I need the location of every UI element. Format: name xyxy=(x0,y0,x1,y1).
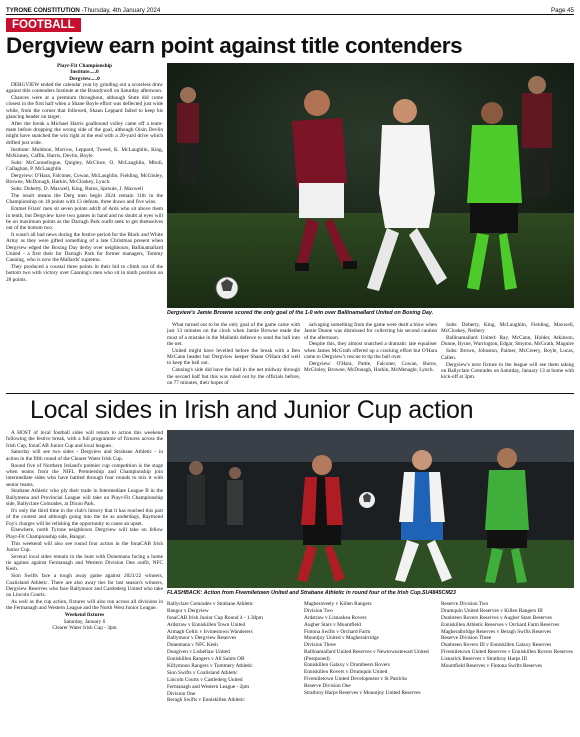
paragraph: Enniskillen Athletic Reserves v Orchard Farm Reserves xyxy=(441,621,560,628)
paragraph: Fivemiletown United Development v St Patricks xyxy=(304,676,408,683)
paragraph: Sion Swifts v Coalisland Athletic xyxy=(167,669,238,676)
paragraph: Bangor v Dergview xyxy=(167,607,209,614)
paragraph: Strathroy Harps Reserves v Mountjoy United Reserves xyxy=(304,689,421,696)
paragraph: What turned out to be the only goal of the game came with just 13 minutes on the clock when Jamie Browne made the most of a mistake in the Mallards defence to send the ball into the net. xyxy=(167,322,300,347)
paragraph: Division Three xyxy=(304,642,336,649)
paragraph: Lisnarick Reserves v Strathroy Harps III xyxy=(441,656,528,663)
story1-photo xyxy=(167,63,574,308)
paragraph: The result means the Derg men begin 2024 remain 11th in the Championship on 18 points with 13 defeats, three draws and five wins. xyxy=(6,193,163,206)
paragraph: Ballinamallard United: Ray, McCann, Holder, Atkinson, Dunne, Byrne, Warrington, Edgar, Smyton, McGrath, Maguire xyxy=(441,335,574,348)
paragraph: Killymoon Rangers v Tummery Athletic xyxy=(167,663,253,670)
story1-column-3 xyxy=(304,322,437,391)
story1-column-2 xyxy=(167,322,300,391)
paragraph: Fivemiletown United Reserves v Enniskillen Rovers Reserves xyxy=(441,649,573,656)
paragraph: Reserve Division Two xyxy=(441,601,489,607)
masthead xyxy=(6,3,574,15)
story1-column-1 xyxy=(6,63,163,391)
paragraph: Division Two xyxy=(304,607,333,614)
paragraph: It's only the third time in the club's history that it has reached this part of the contest and although going into the tie as underdogs, Raymond Foy's charges will be relishing the opportunity to cause an upset. xyxy=(6,507,163,527)
paragraph: Mountjoy United v Magheralrridge xyxy=(304,635,379,642)
paragraph: Fintona Swifts v Orchard Farm xyxy=(304,628,371,635)
paragraph: After the break a Michael Harris goalbound volley came off a team-mate before dropping the wrong side of the goal, although Oisin Devlin might have snatched the win right at the end with a 20-yard drive which drifted just wide. xyxy=(6,120,163,146)
paragraph: Ardstraw v Lisnaskea Rovers xyxy=(304,614,367,621)
weekend-date: Saturday, January 6 xyxy=(63,618,106,625)
paragraph: Reserve Division One xyxy=(304,683,351,690)
paragraph: Dergview: O'Hara, Pattie, Falconer, Cowan, Burns, McGinley, Browne, McDonagh, Harkin, McMenagle, Lynch. xyxy=(304,360,437,374)
football-action-photo xyxy=(167,63,574,308)
paragraph: Chances were at a premium throughout, although Stute did come closest in the first half when a Shane Boyle effort was deflected just wide while, from the corner that followed, Shaun Leppard failed to keep his glancing header on target. xyxy=(6,95,163,120)
paragraph: Dunbreen Rovers Reserves v Augher Stars Reserves xyxy=(441,614,552,621)
story1-column-4 xyxy=(441,322,574,391)
irish-cup-action-photo xyxy=(167,430,574,588)
paragraph: Subs: Doherty, D. Maxwell, King, Burns, Sproule, J. Maxwell xyxy=(11,186,143,193)
paragraph: Despite this, they almost snatched a dramatic late equaliser when James McGrath offered up a cracking effort but O'Hara came to Dergview's rescue to tip the ball over. xyxy=(304,341,437,361)
paragraph: Emmet Friars' men sit seven points adrift of Ards who sit above them in tenth, but Dergview have two games in hand and no doubt al eyes will be on maximum points as the Darragh Park outfit seek to get themselves out of the bottom two. xyxy=(6,206,163,232)
section-tag: FOOTBALL xyxy=(6,18,81,32)
story2-photo xyxy=(167,430,574,588)
paragraph: Enniskillen Galaxy v Drumbeers Rovers xyxy=(304,662,390,669)
paragraph: Sion Swifts face a tough away game against 2021/22 winners, Coalisland Athletic. There are also away ties for last season's winners, Dergview Reserves who face Ballymoor and Castlederg United who take on Lincoln Courts. xyxy=(6,573,163,599)
paragraph: United might have levelled before the break with a Ben McCann header but Dergview keeper Shane O'Hara did well to keep the ball out. xyxy=(167,347,300,367)
paragraph: fonaCAB Irish Junior Cup Round 4 - 1.30pm xyxy=(167,614,263,621)
paragraph: Magheraveely v Killen Rangers xyxy=(304,601,372,607)
story1-headline: Dergview earn point against title contenders xyxy=(6,33,463,58)
paragraph: Dergview: O'Hara, Falconer, Cowan, McLaughlin, Fielding, McGinley, Browne, McDonagh, Harkin, McCloskey, Lynch. xyxy=(6,173,163,186)
fixtures-column-3 xyxy=(441,601,574,733)
paragraph: Drumquin United Reserves v Killen Rangers III xyxy=(441,607,543,614)
page-number: Page 45 xyxy=(550,7,574,14)
fixtures-column-2 xyxy=(304,601,437,733)
paragraph: Strabane Athletic who ply their trade in Intermediate League B in the Ballymena and Provincial League will take on Playr-Fit Championship side, Ballyclare Comrades, at Dixon Park. xyxy=(6,488,163,508)
paragraph: Beragh Swifts v Enniskillen Athletic xyxy=(167,697,245,704)
paragraph: salvaging something from the game were dealt a blow when Jamie Dunne was dismissed for collecting his second caution of the afternoon. xyxy=(304,322,437,341)
paragraph: Ballymoor v Dergview Reserves xyxy=(167,635,237,642)
weekend-competition: Clearer Water Irish Cup - 3pm xyxy=(52,624,117,631)
paragraph: Subs: Doherty, King, McLaughlin, Fielding, Maxwell, McCloskey, Nethery xyxy=(441,322,574,335)
weekend-fixtures-title: Weekend fixtures xyxy=(64,612,105,619)
paragraph: Ardstraw v Enniskillen Town United xyxy=(167,621,246,628)
paragraph: Subs: McConnellogue, Quigley, McClure, O. McLaughlin, Mbuli, Callaghan, P. McLaughlin xyxy=(6,159,163,173)
paragraph: Canning's side did have the ball in the net midway through the second half but this was ruled out by the officials before, on 77 minutes, their hopes of xyxy=(167,367,300,386)
story1-caption: Dergview's Jamie Browne scored the only goal of the 1-0 win over Ballinamallard United on Boxing Day. xyxy=(167,310,434,316)
paragraph: As well as the cup action, fixtures will also run across all divisions in the Fermanagh and Western League and the North West Junior League. xyxy=(6,599,163,612)
paragraph: Institute: Muldoon, Morrow, Leppard, Tweed, K. McLaughlin, King, McKinney, Caffin, Harris, Devlin, Boyle. xyxy=(6,146,163,159)
story2-caption: FLASHBACK: Action from Fivemiletown United and Strabane Athletic in round four of the Irish Cup.SU4845CM23 xyxy=(167,590,456,596)
paragraph: Enniskillen Rangers v All Saints OB xyxy=(167,656,245,663)
paragraph: DERGVIEW ended the calendar year by grinding out a scoreless draw against title contenders Institute at the Brandywell on Saturday afternoon. xyxy=(6,81,163,95)
paragraph: A HOST of local football sides will return to action this weekend following the festive break, with a full programme of fixtures across the Irish Cup, fonaCAB Junior Cup and local leagues. xyxy=(6,430,163,449)
paragraph: Magheralbridge Reserves v Beragh Swifts Reserves xyxy=(441,628,552,635)
paragraph: Fermanagh and Western League - 2pm xyxy=(167,683,249,690)
fixtures-column-1 xyxy=(167,601,300,733)
paragraph: They produced a coustal three points in their bid to climb out of the bottom two with victory over Canning's men who sit in ninth position on 28 points. xyxy=(6,264,163,283)
paragraph: Ballinamallard United Reserves v Newtownstewart United (Postponed) xyxy=(304,649,429,662)
paragraph: It wasn't all bad news during the festive period for the Black and White Army as they were gifted something of a late Christmas present when Dergview edged the Boxing Day derby over neighbours, Ballinamallard United - a first their for Darragh Park for former managers, Tommy Canning, who is now the Mallards' supremo. xyxy=(6,232,163,264)
paragraph: Dungiven v Lisbellaw United xyxy=(167,649,230,656)
paragraph: Elsewhere, north Tyrone neighbours Dergview will take on fellow Playr-Fit Championship side, Bangor. xyxy=(6,527,163,540)
paragraph: Several local sides remain in the hunt with Donemana facing a home tie against against Fermanagh and Western Division One outfit, NFC Kesh. xyxy=(6,553,163,573)
paragraph: Dergview's next fixture in the league will see them taking on Ballyclare Comrades on Saturday, January 13 at home with kick-off at 3pm. xyxy=(441,361,574,381)
story2-headline: Local sides in Irish and Junior Cup action xyxy=(30,396,474,424)
paragraph: Saturday will see two sides - Dergview and Strabane Athletic - in action in the fifth round of the Clearer Water Irish Cup. xyxy=(6,449,163,462)
paragraph: Subs: Brown, Johnston, Palmer, McCreery, Boyle, Lucas, Callen. xyxy=(441,348,574,361)
paragraph: Round five of Northern Ireland's premier cup competition is the stage when teams from the NIFL Premiership and Championship join intermediate sides who have battled through four rounds to mix it with senior teams. xyxy=(6,462,163,488)
paragraph: Mountfield Reserves v Fintona Swifts Reserves xyxy=(441,663,543,670)
paragraph: Augher Stars v Mountfield xyxy=(304,621,361,628)
story-divider xyxy=(6,393,574,394)
paragraph: Ballyclare Comrades v Strabane Athletic xyxy=(167,601,254,607)
story1-subhead: Playr-Fit Championship Institute.....0 Dergview.....0 xyxy=(57,63,112,82)
publication-date: TYRONE CONSTITUTION -Thursday, 4th January 2024 xyxy=(6,7,161,14)
paragraph: Enniskillen Rovers v Drumquin United xyxy=(304,669,388,676)
story2-column-1 xyxy=(6,430,163,733)
paragraph: Armagh Celtic v Irvinestown Wanderers xyxy=(167,628,253,635)
paragraph: Donemana v NFC Kesh xyxy=(167,642,218,649)
paragraph: Dunbreen Rovers III v Enniskillen Galaxy Reserves xyxy=(441,642,552,649)
paragraph: This weekend will also see round four action in the fonaCAB Irish Junior Cup. xyxy=(6,540,163,553)
paragraph: Division One xyxy=(167,690,196,697)
paragraph: Reserve Division Three xyxy=(441,635,492,642)
paragraph: Lincoln Courts v Castlederg United xyxy=(167,676,243,683)
